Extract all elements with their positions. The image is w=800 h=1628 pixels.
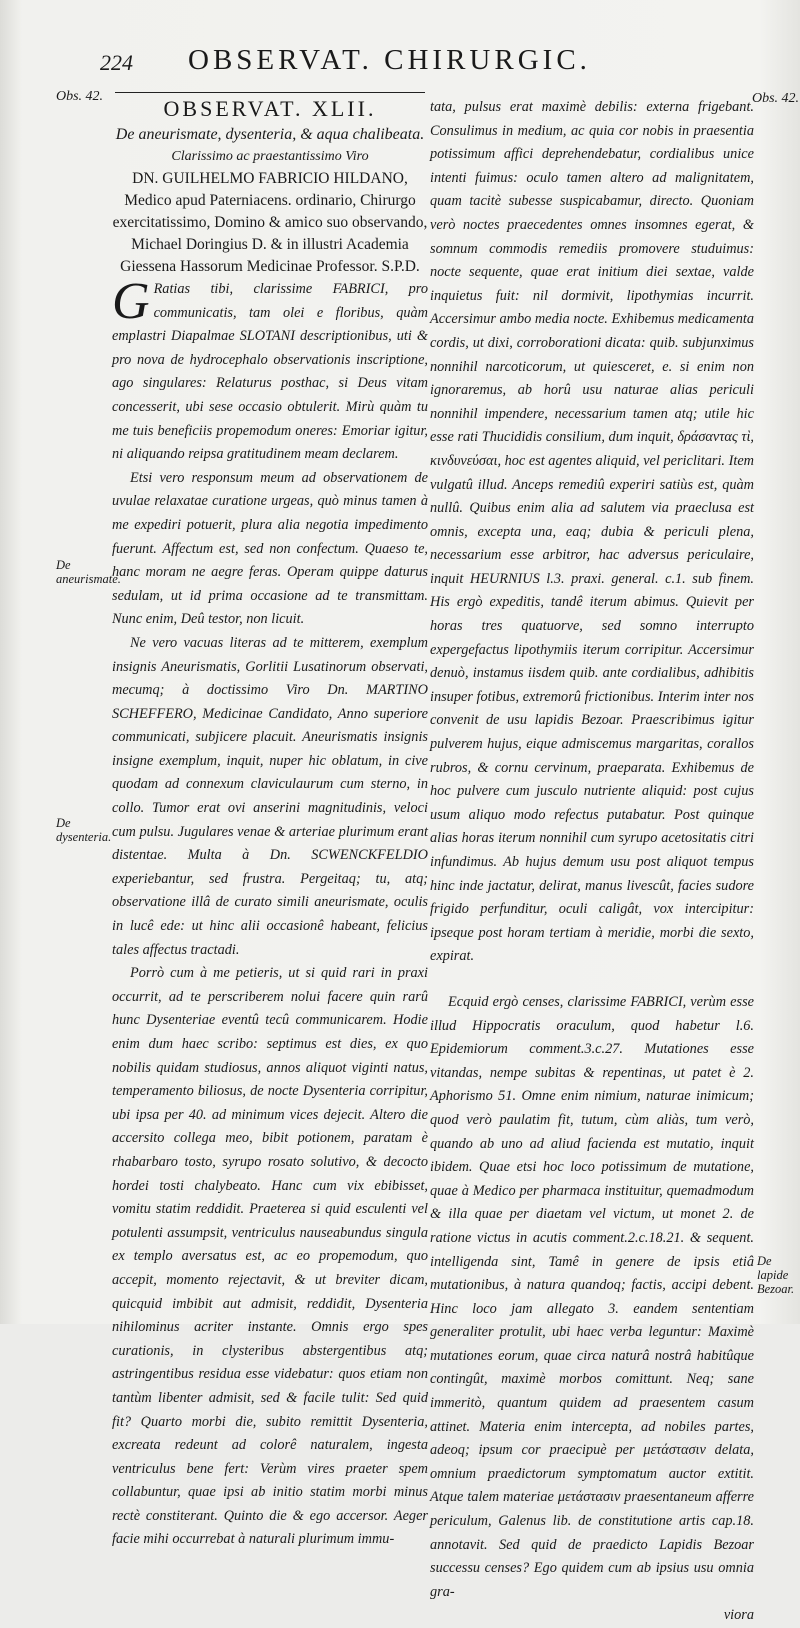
paragraph-gap xyxy=(430,969,754,991)
observation-subtitle: De aneurismate, dysenteria, & aqua chalibeata. xyxy=(115,126,425,143)
observation-title: OBSERVAT. XLII. xyxy=(163,96,377,121)
drop-cap: G xyxy=(112,273,150,330)
page-number: 224 xyxy=(100,50,133,75)
margin-obs-left: Obs. 42. xyxy=(56,89,104,104)
margin-note-lapide: De lapide Bezoar. xyxy=(757,1254,795,1296)
margin-note-aneurismate: De aneurismate. xyxy=(56,558,121,586)
letter-paragraph-5: tata, pulsus erat maximè debilis: externa frigebant. Consulimus in medium, ac quia cor nobis in praesentia potissimum affici deprehendebatur, cordialibus unice intenti fuimus: oculo tamen altero ad malignitatem, quam tacitè subesse suspicabamur, directo. Quoniam verò noctes praecedentes omnes insomnes egerat, & somnum commodis remediis promovere studuimus: nocte sequente, quae erat initium diei sextae, valde inquietus fuit: nil dormivit, lipothymias incurrit. Accersimur ambo media nocte. Exhibemus medicamenta cordis, ut dixi, corroborationi dicata: quib. subjunximus nonnihil narcoticorum, ut quiesceret, e. si enim non ignoraremus, ab horû usu naturae alias periculi nonnihil impendere, necessarium tamen atq; utile hic esse rati Thucididis consilium, dum inquit, δράσαντας τὶ, κινδυνεύσαι, hoc est agentes aliquid, vel periclitari. Item vulgatû illud. Anceps remediû experiri satiùs est, quàm nullû. Quibus enim alia ad salutem via praeclusa est omnis, excepta una, eaq; dubia & periculi plena, necessarium esse arbitror, hac adversus periculaire, inquit HEURNIUS l.3. praxi. general. c.1. sub finem. His ergò expeditis, tandê iterum abimus. Quievit per horas tres quatuorve, sed somno interrupto expergefactus lipothymiis iterum corripitur. Accersimur denuò, instamus iisdem quib. ante cordialibus, adhibitis insuper fotibus, extremorû frictionibus. Interim inter nos convenit de usu lapidis Bezoar. Praescribimus igitur pulverem hujus, eique admiscemus margaritas, corallos rubros, & cornu cervinum, praeparata. Exhibemus de hoc pulvere cum jusculo nutriente aliquid: post cujus usum aliquo modo refectus putabatur. Post quinque alias horas iterum nonnihil cum syrupo acetositatis citri infundimus. Ab hujus demum usu post aliquot tempus hinc inde jactatur, delirat, manus livescût, facies sudore frigido perfunditur, oculi caligât, vox intercipitur: ipseque post horam tertiam à meridie, morbi die sexto, expirat. xyxy=(430,99,754,965)
page-header xyxy=(100,44,760,78)
recipient-block: DN. GUILHELMO FABRICIO HILDANO, Medico apud Paterniacens. ordinario, Chirurgo exercitatissimo, Domino & amico suo observando, Michael Doringius D. & in illustri Academia Giessena Hassorum Medicinae Professor. S.P.D. xyxy=(112,170,428,275)
catchword: viora xyxy=(723,1607,754,1624)
left-column xyxy=(112,96,428,1552)
right-column xyxy=(430,96,754,1628)
dedication-line: Clarissimo ac praestantissimo Viro xyxy=(171,149,369,164)
title-rule xyxy=(115,92,425,93)
running-head: OBSERVAT. CHIRURGIC. xyxy=(188,44,591,76)
margin-obs-right: Obs. 42. xyxy=(752,91,800,106)
letter-paragraph-6: Ecquid ergò censes, clarissime FABRICI, verùm esse illud Hippocratis oraculum, quod habetur l.6. Epidemiorum comment.3.c.27. Mutationes esse vitandas, nempe subitas & repentinas, ut patet è 2. Aphorismo 51. Omne enim nimium, naturae inimicum; quod verò paulatim fit, tutum, cùm aliàs, tum verò, quando ab uno ad aliud facienda est mutatio, inquit ibidem. Quae etsi hoc loco potissimum de mutatione, quae à Medico per pharmaca instituitur, quemadmodum & illa quae per diaetam vel victum, ut monet 2. de ratione victus in acutis comment.2.c.18.21. & sequent. intelligenda sint, Tamê in genere de ipsis etiâ mutationibus, à natura quandoq; factis, accipi debent. Hinc loco jam allegato 3. eandem sententiam generaliter protulit, ubi haec verba leguntur: Maximè mutationes eorum, quae circa naturâ nostrâ habitûque contingût, maximè morbos comittunt. Neq; sane immeritò, quantum quidem ad praesentem casum attinet. Materia enim intercepta, ad nobiles partes, adeoq; ipsum cor praecipuè per μετάστασιν delata, omnium praedictorum symptomatum auctor extitit. Atque talem materiae μετάστασιν praesentaneum afferre periculum, Galenus lib. de constitutione artis cap.18. annotavit. Sed quid de praedicto Lapidis Bezoar successu censes? Ego quidem cum ab ipsius usu omnia gra- xyxy=(430,993,754,1600)
margin-note-dysenteria: De dysenteria. xyxy=(56,816,112,844)
letter-paragraph-1: G Ratias tibi, clarissime FABRICI, pro communicatis, tam olei e floribus, quàm emplastri Diapalmae SLOTANI descriptionibus, uti & pro nova de hydrocephalo observationis inscriptione, ago singulares: Relaturus posthac, si Deus vitam concesserit, ubi sese occasio obtulerit. Mirù quàm tu me tuis beneficiis propemodum oneres: Emoriar igitur, ni aliquando reipsa gratitudinem meam declarem. xyxy=(112,273,428,463)
letter-paragraph-4: Porrò cum à me petieris, ut si quid rari in praxi occurrit, ad te perscriberem nolui facere quin rarû hunc Dysenteriae eventû tecû communicarem. Hodie enim dum haec scribo: septimus est dies, ex quo nobilis quidam studiosus, annos aliquot viginti natus, temperamento biliosus, de nocte Dysenteria corripitur, ubi ipsa per 40. ad minimum vices dejecit. Altero die accersito collega meo, bibit potionem, paratam è rhabarbaro tosto, syrupo rosato solutivo, & decocto hordei tosti chalybeato. Hanc cum vix ebibisset, vomitu statim reddidit. Praeterea si quid esculenti vel potulenti assumpsit, ventriculus nauseabundus singula ex templo aversatus est, ac eo propemodum, quo accepit, momento rejectavit, & ut breviter dicam, quicquid imbibit aut admisit, reddidit, Dysenteria nihilominus acriter instante. Omnis ergo spes curationis, in clysteribus abstergentibus atq; astringentibus residua esse videbatur: quos etiam non tantùm libenter admisit, sed & facile tulit: Sed quid fit? Quarto morbi die, subito remittit Dysenteria, excreata redeunt ad colorê naturalem, ingesta ventriculus bene fert: Verùm vires praeter spem collabuntur, quae ipsi ab initio statim morbi minus rectè constiterant. Quinto die & ego accersor. Aeger facie mihi occurrebat à naturali plurimum immu- xyxy=(112,965,428,1548)
letter-paragraph-2: Etsi vero responsum meum ad observationem de uvulae relaxatae curatione urgeas, quò minus tamen à me expediri potuerit, plura alia negotia impedimento fuerunt. Affectum est, sed non confectum. Quaeso te, hanc moram ne aegre feras. Operam quippe daturus sedulam, ut id prima occasione ad te transmittam. Nunc enim, Deû testor, non licuit. xyxy=(112,469,428,628)
letter-paragraph-3: Ne vero vacuas literas ad te mitterem, exemplum insignis Aneurismatis, Gorlitii Lusatinorum observati, mecumq; à doctissimo Viro Dn. MARTINO SCHEFFERO, Medicinae Candidato, Anno superiore communicati, subjicere placuit. Aneurismatis insignis insigne exemplum, inquit, nuper hic oblatum, in cive quodam ad connexum claviculaurum cum sterno, in collo. Tumor erat ovi anserini magnitudinis, veloci cum pulsu. Jugulares venae & arteriae plurimum erant distentae. Multa à Dn. SCWENCKFELDIO experiebantur, sed frustra. Pergeitaq; tu, atq; observatione illâ de curato simili aneurismate, oculis in lucê ede: ut hinc alii occasionê habeant, felicius tales affectus tractadi. xyxy=(112,634,428,958)
